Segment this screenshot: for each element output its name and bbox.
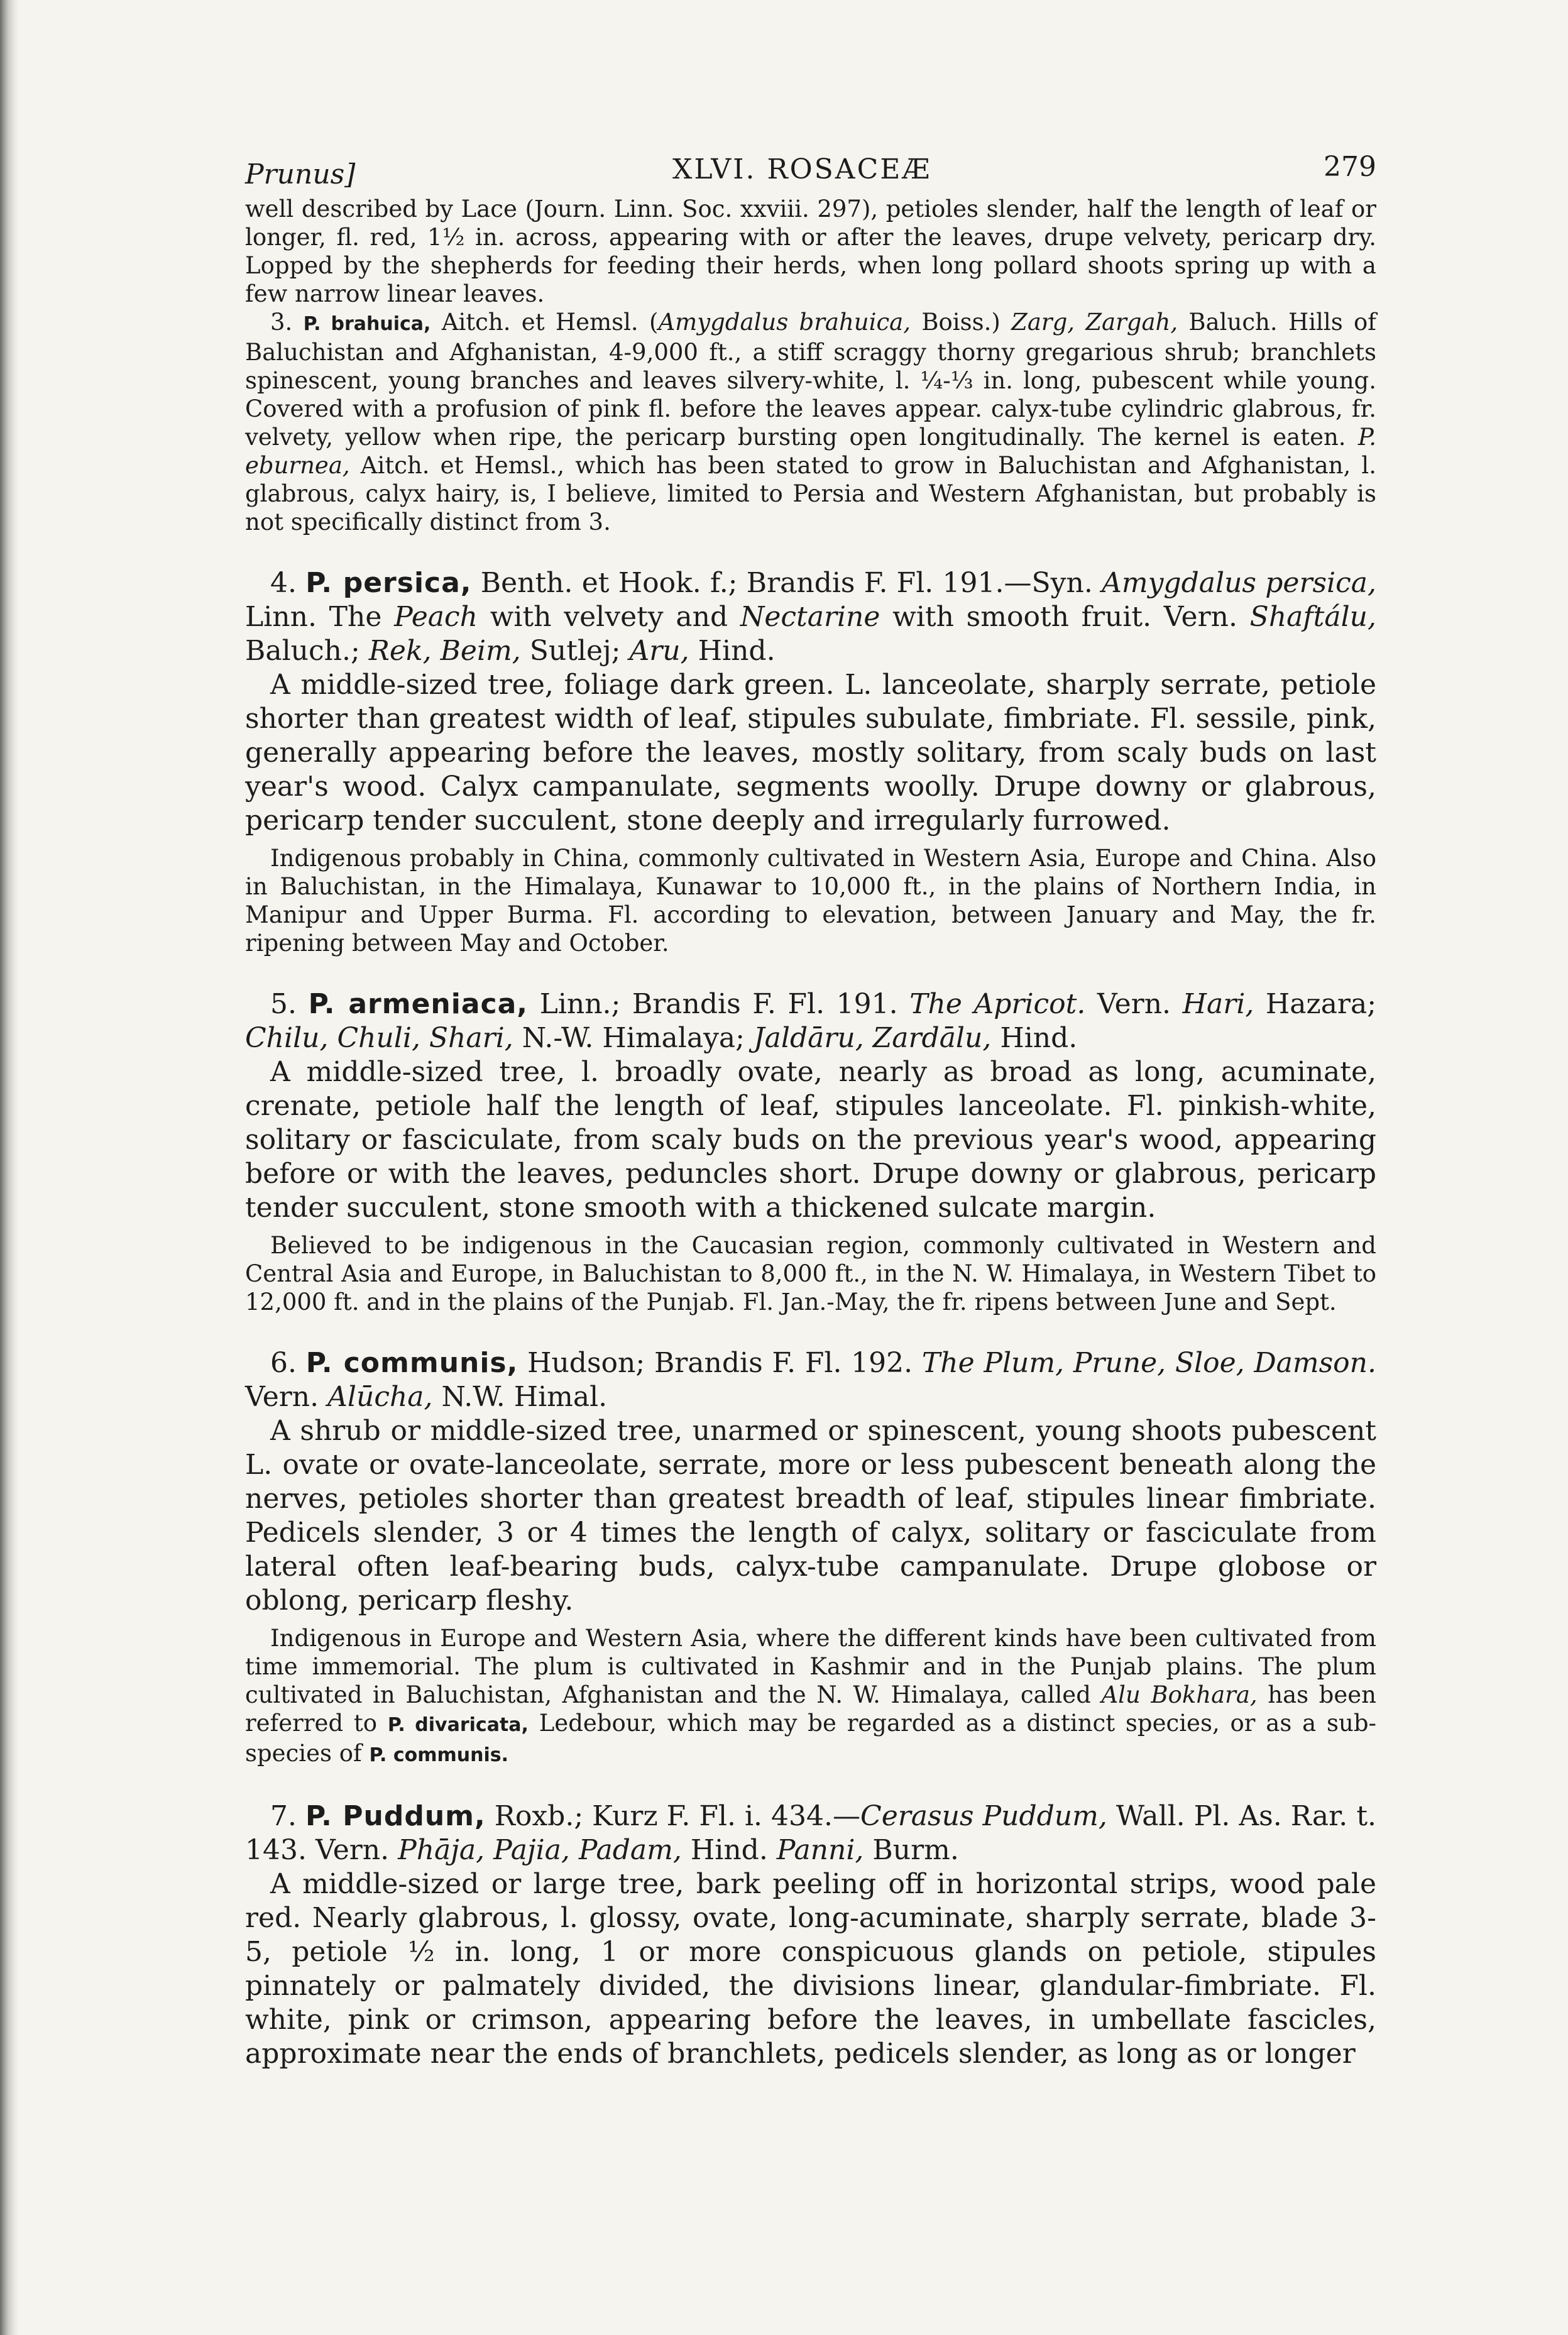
species-5-note: Believed to be indigenous in the Caucasian region, commonly cultivated in Western and Central Asia and Europe, in Baluchistan to 8,000 ft., in the N. W. Himalaya, in Western Tibet to 12,000 ft. and in the plains of the Punjab. Fl. Jan.-May, the fr. ripens between June and Sept. [245, 1232, 1376, 1316]
species-4-note: Indigenous probably in China, commonly cultivated in Western Asia, Europe and China. Also in Baluchistan, in the Himalaya, Kunawar to 10,000 ft., in the plains of Northern India, in Manipur and Upper Burma. Fl. according to elevation, between January and May, the fr. ripening between May and October. [245, 845, 1376, 957]
species-7-heading: 7. P. Puddum, Roxb.; Kurz F. Fl. i. 434.—Cerasus Puddum, Wall. Pl. As. Rar. t. 143. Vern. Phāja, Pajia, Padam, Hind. Panni, Burm. [245, 1800, 1376, 1866]
species-6-heading: 6. P. communis, Hudson; Brandis F. Fl. 192. The Plum, Prune, Sloe, Damson. Vern. Alūcha, N.W. Himal. [245, 1347, 1376, 1413]
species-5-name: P. armeniaca, [308, 988, 529, 1020]
species-5-description: A middle-sized tree, l. broadly ovate, nearly as broad as long, acuminate, crenate, petiole half the length of leaf, stipules lanceolate. Fl. pinkish-white, solitary or fasciculate, from scaly buds on the previous year's wood, appearing before or with the leaves, peduncles short. Drupe downy or glabrous, pericarp tender succulent, stone smooth with a thickened sulcate margin. [245, 1056, 1376, 1224]
family-header: XLVI. ROSACEÆ [672, 153, 932, 185]
species-4-name: P. persica, [305, 567, 472, 599]
genus-header: Prunus] [245, 158, 356, 190]
species-7-name: P. Puddum, [305, 1800, 486, 1832]
species-6-name: P. communis, [305, 1347, 518, 1379]
species-3-vernacular: Zarg, Zargah, [1011, 309, 1178, 336]
page-number: 279 [1324, 151, 1376, 183]
species-3-entry: 3. P. brahuica, Aitch. et Hemsl. (Amygdalus brahuica, Boiss.) Zarg, Zargah, Baluch. Hills of Baluchistan and Afghanistan, 4-9,000 ft., a stiff scraggy thorny gregarious shrub; branchlets spinescent, young branches and leaves silvery-white, l. ¼-⅓ in. long, pubescent while young. Covered with a profusion of pink fl. before the leaves appear. calyx-tube cylindric glabrous, fr. velvety, yellow when ripe, the pericarp bursting open longitudinally. The kernel is eaten. P. eburnea, Aitch. et Hemsl., which has been stated to grow in Baluchistan and Afghanistan, l. glabrous, calyx hairy, is, I believe, limited to Persia and Western Afghanistan, but probably is not specifically distinct from 3. [245, 309, 1376, 536]
species-5-heading: 5. P. armeniaca, Linn.; Brandis F. Fl. 191. The Apricot. Vern. Hari, Hazara; Chilu, Chuli, Shari, N.-W. Himalaya; Jaldāru, Zardālu, Hind. [245, 988, 1377, 1054]
species-4-description: A middle-sized tree, foliage dark green. L. lanceolate, sharply serrate, petiole shorter than greatest width of leaf, stipules subulate, fimbriate. Fl. sessile, pink, generally appearing before the leaves, mostly solitary, from scaly buds on last year's wood. Calyx campanulate, segments woolly. Drupe downy or glabrous, pericarp tender succulent, stone deeply and irregularly furrowed. [245, 669, 1376, 837]
species-7-description: A middle-sized or large tree, bark peeling off in horizontal strips, wood pale red. Nearly glabrous, l. glossy, ovate, long-acuminate, sharply serrate, blade 3-5, petiole ½ in. long, 1 or more conspicuous glands on petiole, stipules pinnately or palmately divided, the divisions linear, glandular-fimbriate. Fl. white, pink or crimson, appearing before the leaves, in umbellate fascicles, approximate near the ends of branchlets, pedicels slender, as long as or longer [245, 1868, 1376, 2070]
document-page [245, 145, 1376, 2071]
species-3-name: P. brahuica, [303, 313, 431, 335]
continuation-paragraph: well described by Lace (Journ. Linn. Soc. xxviii. 297), petioles slender, half the length of leaf or longer, fl. red, 1½ in. across, appearing with or after the leaves, drupe velvety, pericarp dry. Lopped by the shepherds for feeding their herds, when long pollard shoots spring up with a few narrow linear leaves. [245, 195, 1376, 307]
species-6-description: A shrub or middle-sized tree, unarmed or spinescent, young shoots pubescent L. ovate or ovate-lanceolate, serrate, more or less pubescent beneath along the nerves, petioles shorter than greatest breadth of leaf, stipules linear fimbriate. Pedicels slender, 3 or 4 times the length of calyx, solitary or fasciculate from lateral often leaf-bearing buds, calyx-tube campanulate. Drupe globose or oblong, pericarp fleshy. [245, 1415, 1376, 1617]
species-4-heading: 4. P. persica, Benth. et Hook. f.; Brandis F. Fl. 191.—Syn. Amygdalus persica, Linn. The Peach with velvety and Nectarine with smooth fruit. Vern. Shaftálu, Baluch.; Rek, Beim, Sutlej; Aru, Hind. [245, 567, 1376, 667]
scanned-page-edge [0, 0, 19, 2335]
running-head [245, 145, 1376, 195]
species-6-note: Indigenous in Europe and Western Asia, where the different kinds have been cultivated from time immemorial. The plum is cultivated in Kashmir and in the Punjab plains. The plum cultivated in Baluchistan, Afghanistan and the N. W. Himalaya, called Alu Bokhara, has been referred to P. divaricata, Ledebour, which may be regarded as a distinct species, or as a sub-species of P. communis. [245, 1625, 1377, 1767]
